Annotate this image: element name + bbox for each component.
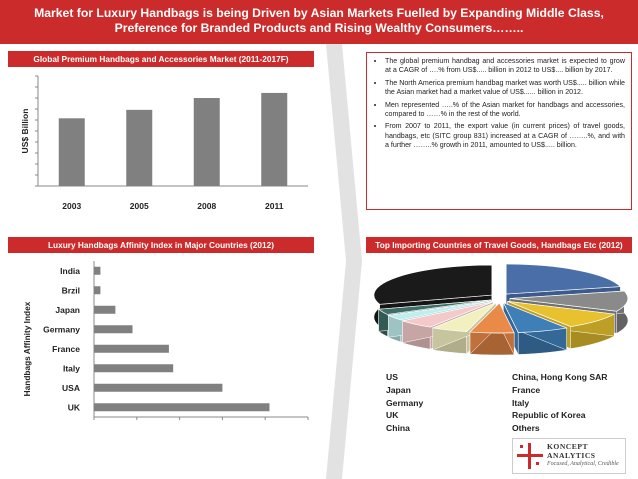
bar [94, 345, 169, 353]
y-axis-label: US$ Billion [20, 108, 30, 154]
bar [94, 267, 100, 275]
bar [94, 325, 133, 333]
legend-item: UK [386, 410, 399, 421]
importers-pie-chart [362, 254, 638, 366]
legend-item: US [386, 372, 398, 382]
y-tick-label: UK [67, 402, 80, 413]
legend-item: Republic of Korea [512, 410, 586, 421]
bar [94, 286, 100, 294]
y-tick-label: Brzil [61, 285, 80, 296]
bar [194, 98, 220, 186]
x-tick-label: 2008 [197, 201, 217, 211]
page-title-banner [0, 0, 638, 44]
y-tick-label: USA [62, 382, 80, 393]
legend-item: China, Hong Kong SAR [512, 372, 608, 382]
bar [59, 118, 85, 186]
page-title-line2: Preference for Branded Products and Rising Wealthy Consumers…….. [114, 21, 524, 35]
y-tick-label: Germany [43, 324, 80, 335]
y-tick-label: France [52, 343, 80, 354]
legend-item: Japan [386, 384, 411, 395]
logo-mark-horizontal [517, 454, 543, 457]
bullet-item: • From 2007 to 2011, the export value (in current prices) of travel goods, handbags, etc (SITC group 831) increased at a CAGR of ……..%, and with a further ……..% growth in 2011, amounted to US$..... billion. [385, 122, 625, 150]
bar [94, 384, 222, 392]
logo-name-line1: KONCEPT [547, 442, 589, 451]
x-tick-label: 2005 [129, 201, 149, 211]
page-title-line1: Market for Luxury Handbags is being Driven by Asian Markets Fuelled by Expanding Middle Class, [34, 6, 604, 20]
pie-chart-title: Top Importing Countries of Travel Goods, Handbags Etc (2012) [366, 237, 632, 253]
legend-item: Others [512, 423, 540, 434]
legend-item: China [386, 423, 410, 434]
logo-mark-dot [536, 462, 539, 465]
bar-chart-title: Global Premium Handbags and Accessories Market (2011-2017F) [8, 51, 314, 67]
bullet-item: • The global premium handbag and accessories market is expected to grow at a CAGR of ….% from US$..... billion in 2012 to US$.... billion by 2017. [385, 57, 625, 76]
y-tick-label: India [60, 265, 80, 276]
affinity-chart-title: Luxury Handbags Affinity Index in Major Countries (2012) [8, 237, 314, 253]
x-tick-label: 2003 [62, 201, 82, 211]
legend-item: France [512, 384, 541, 395]
affinity-bar-chart [8, 256, 318, 476]
pie-legend-left [386, 371, 423, 435]
logo-mark-dot [520, 445, 523, 448]
bar [94, 364, 173, 372]
y-tick-label: Japan [55, 304, 80, 315]
bar [94, 403, 269, 411]
y-tick-label: Italy [62, 363, 80, 374]
bullet-item: • Men represented …..% of the Asian market for handbags and accessories, compared to ……% in the rest of the world. [385, 101, 625, 120]
bar [126, 110, 152, 186]
logo-name [547, 442, 596, 460]
pie-legend-right [512, 371, 607, 435]
market-bar-chart [8, 68, 318, 218]
logo-tagline: Focused, Analytical, Credible [547, 461, 619, 467]
logo-icon [516, 441, 544, 471]
logo-name-line2: ANALYTICS [547, 451, 596, 460]
bar [261, 93, 287, 186]
bullet-item: • The North America premium handbag market was worth US$..... billion while the Asian market had a market value of US$...... billion in 2012. [385, 79, 625, 98]
legend-item: Italy [512, 397, 530, 408]
x-tick-label: 2011 [265, 201, 284, 211]
chevron-divider [326, 44, 362, 479]
legend-item: Germany [386, 397, 424, 408]
bar [94, 306, 115, 314]
chevron-divider-shape [326, 44, 362, 479]
key-findings-box [366, 52, 632, 210]
y-axis-label: Handbags Affinity Index [22, 301, 32, 397]
